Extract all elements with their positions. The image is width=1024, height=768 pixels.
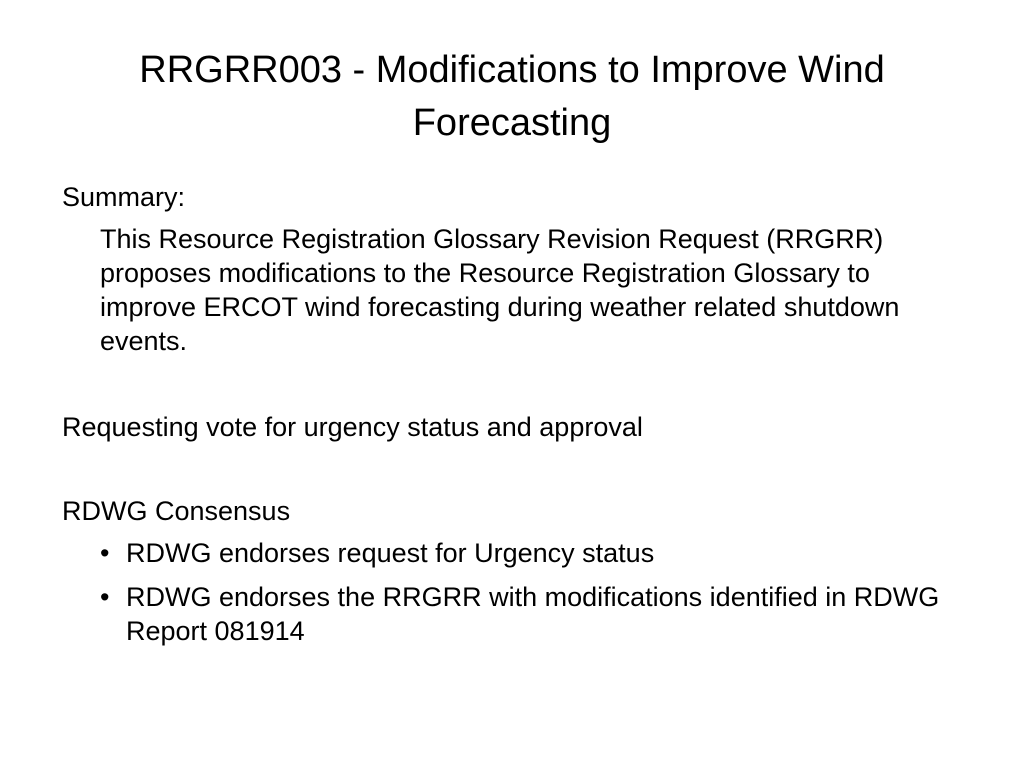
bullet-item (62, 580, 962, 648)
summary-text: This Resource Registration Glossary Revision Request (RRGRR) proposes modifications to the Resource Registration Glossary to improve ERCOT wind forecasting during weather related shutdown events. (100, 224, 900, 356)
request-line: Requesting vote for urgency status and approval (62, 412, 643, 442)
summary-label: Summary: (62, 182, 186, 212)
consensus-label: RDWG Consensus (62, 496, 291, 526)
slide-title: RRGRR003 - Modifications to Improve Wind Forecasting (139, 49, 885, 144)
slide-body (62, 180, 962, 658)
bullet-item (62, 536, 962, 570)
bullet-icon: • (100, 582, 110, 612)
bullet-text: RDWG endorses the RRGRR with modifications identified in RDWG Report 081914 (126, 582, 940, 646)
consensus-bullet-list (62, 536, 962, 648)
bullet-icon: • (100, 538, 110, 568)
bullet-text: RDWG endorses request for Urgency status (126, 538, 655, 568)
